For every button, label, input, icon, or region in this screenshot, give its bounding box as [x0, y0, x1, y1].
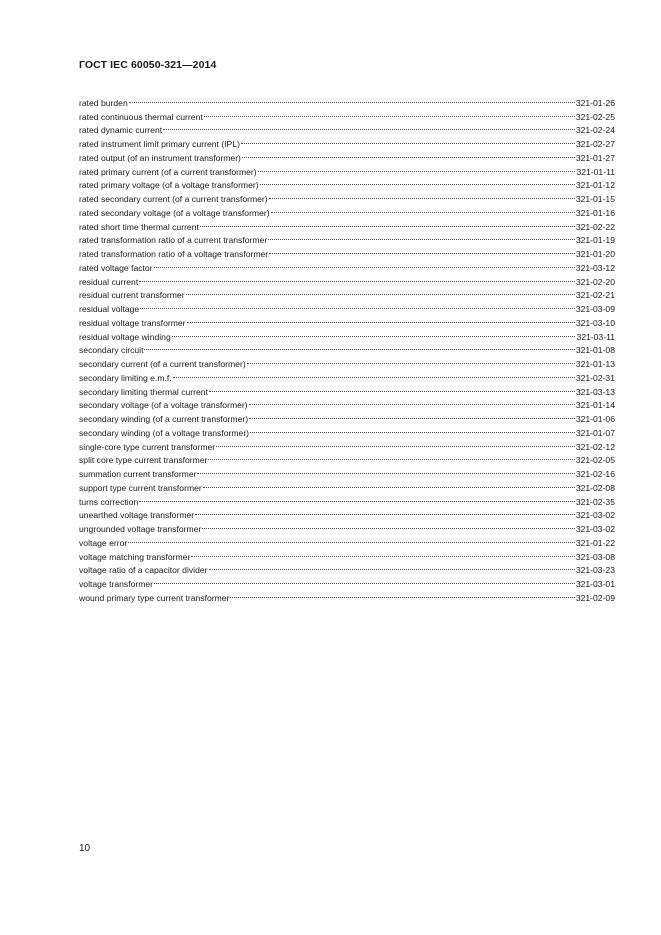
index-reference-number: 321-02-09: [575, 592, 615, 603]
index-entry: [79, 298, 615, 312]
index-term: rated output (of an instrument transformer): [79, 152, 241, 163]
index-term: rated continuous thermal current: [79, 111, 203, 122]
dot-leader: [200, 216, 575, 230]
dot-leader: [154, 573, 575, 587]
index-reference-number: 321-02-27: [575, 139, 615, 149]
index-term: rated secondary voltage (of a voltage transformer): [79, 207, 270, 218]
index-term: secondary circuit: [79, 345, 144, 356]
index-reference-number: 321-03-01: [575, 579, 615, 589]
index-reference-number: 321-03-11: [576, 331, 615, 342]
index-term: rated dynamic current: [79, 125, 163, 136]
index-entry: [79, 271, 615, 285]
dot-leader: [242, 147, 575, 161]
dot-leader: [269, 188, 575, 202]
dot-leader: [154, 257, 575, 271]
index-entry: [79, 353, 615, 367]
index-reference-number: 321-02-25: [575, 111, 615, 122]
index-term: unearthed voltage transformer: [79, 510, 195, 521]
dot-leader: [260, 175, 575, 189]
index-reference-number: 321-02-35: [575, 496, 615, 507]
index-term: turns correction: [79, 496, 139, 507]
index-reference-number: 321-02-31: [575, 372, 615, 383]
dot-leader: [197, 463, 574, 477]
index-entry: [79, 312, 615, 326]
index-reference-number: 321-03-10: [575, 317, 615, 328]
index-term: rated voltage factor: [79, 262, 153, 273]
index-term: voltage error: [79, 537, 128, 548]
dot-leader: [144, 340, 574, 354]
index-reference-number: 321-02-05: [575, 455, 615, 466]
dot-leader: [209, 381, 575, 395]
index-reference-number: 321-01-14: [575, 400, 615, 411]
dot-leader: [216, 436, 575, 450]
index-term: residual voltage winding: [79, 331, 171, 342]
dot-leader: [128, 532, 575, 546]
dot-leader: [268, 230, 575, 244]
index-term: secondary voltage (of a voltage transformer): [79, 400, 248, 411]
index-term: rated instrument limit primary current (IPL): [79, 139, 240, 149]
dot-leader: [208, 450, 574, 464]
index-term: split core type current transformer: [79, 455, 208, 466]
index-term: voltage transformer: [79, 579, 154, 589]
index-entry: [79, 106, 615, 120]
index-term: secondary limiting thermal current: [79, 386, 208, 397]
index-reference-number: 321-02-21: [575, 290, 615, 301]
index-term: rated secondary current (of a current transformer): [79, 194, 268, 204]
index-reference-number: 321-01-22: [575, 537, 615, 548]
index-term: residual voltage transformer: [79, 317, 186, 328]
index-term: support type current transformer: [79, 482, 202, 493]
index-term: residual voltage: [79, 304, 140, 314]
dot-leader: [258, 161, 576, 175]
index-reference-number: 321-01-27: [575, 152, 615, 163]
dot-leader: [195, 505, 575, 519]
index-term: residual current: [79, 276, 139, 287]
dot-leader: [129, 92, 575, 106]
index-term: rated short time thermal current: [79, 221, 199, 232]
index-reference-number: 321-02-22: [575, 221, 615, 232]
index-term: rated burden: [79, 97, 128, 108]
index-reference-number: 321-01-16: [575, 207, 615, 218]
index-reference-number: 321-01-20: [575, 249, 615, 259]
index-entry: [79, 92, 615, 106]
dot-leader: [173, 367, 575, 381]
index-entry: [79, 285, 615, 299]
dot-leader: [187, 312, 575, 326]
index-term: secondary winding (of a voltage transformer): [79, 427, 250, 438]
index-reference-number: 321-03-12: [575, 262, 615, 273]
term-index-list: [79, 92, 615, 601]
index-reference-number: 321-02-12: [575, 441, 615, 452]
index-entry: [79, 257, 615, 271]
index-reference-number: 321-02-16: [575, 469, 615, 479]
page-number: 10: [79, 843, 91, 854]
index-entry: [79, 505, 615, 519]
index-reference-number: 321-01-12: [575, 180, 615, 191]
index-entry: [79, 532, 615, 546]
dot-leader: [230, 587, 574, 601]
index-term: ungrounded voltage transformer: [79, 524, 202, 534]
dot-leader: [250, 422, 575, 436]
index-reference-number: 321-03-08: [575, 551, 615, 562]
index-term: secondary current (of a current transformer): [79, 359, 246, 369]
index-term: summation current transformer: [79, 469, 197, 479]
index-term: residual current transformer: [79, 290, 185, 301]
dot-leader: [209, 560, 575, 574]
index-term: rated transformation ratio of a current transformer: [79, 235, 268, 246]
index-term: single-core type current transformer: [79, 441, 216, 452]
index-reference-number: 321-02-24: [575, 125, 615, 136]
dot-leader: [249, 408, 575, 422]
index-term: rated primary voltage (of a voltage transformer): [79, 180, 259, 191]
index-entry: [79, 340, 615, 354]
index-reference-number: 321-02-08: [575, 482, 615, 493]
index-term: voltage matching transformer: [79, 551, 191, 562]
dot-leader: [140, 298, 575, 312]
index-reference-number: 321-01-19: [575, 235, 615, 246]
dot-leader: [247, 353, 575, 367]
dot-leader: [269, 243, 575, 257]
index-term: secondary limiting e.m.f.: [79, 372, 172, 383]
dot-leader: [139, 491, 575, 505]
index-reference-number: 321-02-20: [575, 276, 615, 287]
index-term: wound primary type current transformer: [79, 592, 230, 603]
dot-leader: [139, 271, 575, 285]
dot-leader: [163, 120, 575, 134]
index-reference-number: 321-01-08: [575, 345, 615, 356]
index-reference-number: 321-01-13: [575, 359, 615, 369]
index-entry: [79, 573, 615, 587]
document-header-title: ГОСТ IEC 60050-321—2014: [79, 59, 217, 71]
index-reference-number: 321-01-11: [576, 166, 615, 177]
dot-leader: [191, 546, 575, 560]
dot-leader: [204, 106, 575, 120]
index-term: secondary winding (of a current transformer): [79, 414, 249, 424]
index-reference-number: 321-01-06: [575, 414, 615, 424]
index-entry: [79, 546, 615, 560]
index-reference-number: 321-01-07: [575, 427, 615, 438]
index-term: rated transformation ratio of a voltage transformer: [79, 249, 269, 259]
dot-leader: [203, 477, 575, 491]
index-term: voltage ratio of a capacitor divider: [79, 565, 208, 576]
index-term: rated primary current (of a current transformer): [79, 166, 257, 177]
dot-leader: [202, 518, 575, 532]
index-reference-number: 321-03-09: [575, 304, 615, 314]
index-entry: [79, 587, 615, 601]
dot-leader: [172, 326, 576, 340]
dot-leader: [249, 395, 575, 409]
index-reference-number: 321-01-26: [575, 97, 615, 108]
index-reference-number: 321-03-13: [575, 386, 615, 397]
index-reference-number: 321-01-15: [575, 194, 615, 204]
dot-leader: [186, 285, 575, 299]
dot-leader: [241, 133, 575, 147]
index-entry: [79, 491, 615, 505]
index-reference-number: 321-03-23: [575, 565, 615, 576]
index-reference-number: 321-03-02: [575, 510, 615, 521]
index-reference-number: 321-03-02: [575, 524, 615, 534]
dot-leader: [271, 202, 575, 216]
